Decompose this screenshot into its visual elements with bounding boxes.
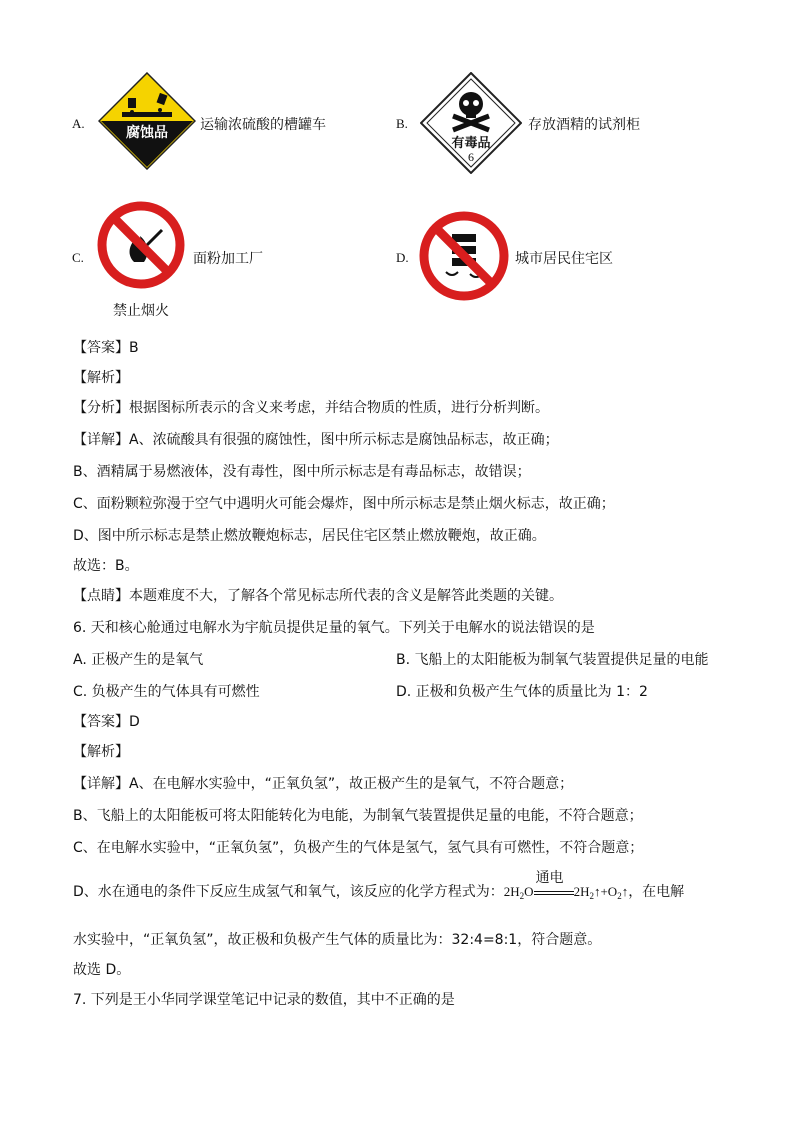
q6-option-d: D. 正极和负极产生气体的质量比为 1：2 (396, 684, 648, 700)
q6-line-c: C、在电解水实验中，“正氧负氢”，负极产生的气体是氢气，氢气具有可燃性，不符合题意； (73, 840, 644, 856)
q5-xiangjie: 【详解】A、浓硫酸具有很强的腐蚀性，图中所示标志是腐蚀品标志，故正确； (73, 432, 559, 448)
corrosive-sign-icon (98, 72, 196, 170)
q5-line-c: C、面粉颗粒弥漫于空气中遇明火可能会爆炸，图中所示标志是禁止烟火标志，故正确； (73, 496, 615, 512)
q6-stem: 6. 天和核心舱通过电解水为宇航员提供足量的氧气。下列关于电解水的说法错误的是 (73, 620, 595, 636)
electrolysis-equation: $2H_2O$ 通电 $2H_2↑+O_2↑$ (503, 870, 629, 901)
q6-answer: 【答案】D (73, 714, 140, 730)
q5-dianjing: 【点睛】本题难度不大，了解各个常见标志所代表的含义是解答此类题的关键。 (73, 588, 563, 604)
equation-condition: 通电 (535, 870, 564, 887)
q5-choose: 故选：B。 (73, 558, 139, 574)
q6-line-d (73, 870, 685, 906)
q6-line-b: B、飞船上的太阳能板可将太阳能转化为电能，为制氧气装置提供足量的电能，不符合题意； (73, 808, 643, 824)
q7-stem: 7. 下列是王小华同学课堂笔记中记录的数值，其中不正确的是 (73, 992, 455, 1008)
q6-option-b: B. 飞船上的太阳能板为制氧气装置提供足量的电能 (396, 652, 709, 668)
option-b-letter: B. (396, 116, 408, 131)
q6-option-a: A. 正极产生的是氧气 (73, 652, 204, 668)
q5-analysis-head: 【解析】 (73, 370, 129, 386)
q5-answer: 【答案】B (73, 340, 139, 356)
toxic-sign-text: 有毒品 (451, 136, 491, 151)
no-fire-sign-icon (96, 200, 186, 290)
option-a-text: 运输浓硫酸的槽罐车 (200, 117, 326, 133)
q6-analysis-head: 【解析】 (73, 744, 129, 760)
corrosive-sign-text: 腐蚀品 (126, 125, 168, 141)
option-d-text: 城市居民住宅区 (515, 251, 613, 267)
toxic-sign-number: 6 (468, 150, 474, 164)
option-c-caption: 禁止烟火 (113, 303, 169, 319)
no-firecracker-sign-icon (418, 210, 510, 302)
option-d-letter: D. (396, 250, 409, 265)
q6-line-d2: 水实验中，“正氧负氢”，故正极和负极产生气体的质量比为：32:4=8:1，符合题意。 (73, 932, 602, 948)
option-a-letter: A. (72, 116, 85, 131)
q5-line-d: D、图中所示标志是禁止燃放鞭炮标志，居民住宅区禁止燃放鞭炮，故正确。 (73, 528, 546, 544)
q6-line-d-pre: D、水在通电的条件下反应生成氢气和氧气，该反应的化学方程式为： (73, 884, 504, 900)
q6-choose: 故选 D。 (73, 962, 131, 978)
q5-fenxi: 【分析】根据图标所表示的含义来考虑，并结合物质的性质，进行分析判断。 (73, 400, 549, 416)
option-b-text: 存放酒精的试剂柜 (528, 117, 640, 133)
option-c-letter: C. (72, 250, 84, 265)
q6-xiangjie: 【详解】A、在电解水实验中，“正氧负氢”，故正极产生的是氧气，不符合题意； (73, 776, 574, 792)
toxic-sign-icon (420, 72, 522, 174)
q6-option-c: C. 负极产生的气体具有可燃性 (73, 684, 260, 700)
option-c-text: 面粉加工厂 (193, 251, 263, 267)
q5-line-b: B、酒精属于易燃液体，没有毒性，图中所示标志是有毒品标志，故错误； (73, 464, 531, 480)
q6-line-d-post: ，在电解 (628, 884, 685, 900)
